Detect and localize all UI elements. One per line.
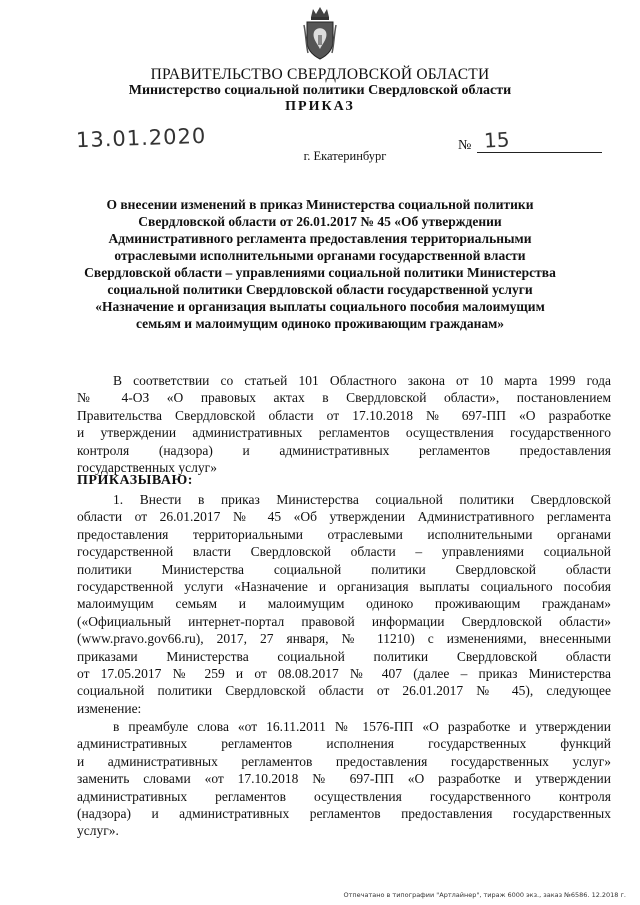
body-line: («Официальный интернет-портал правовой информации Свердловской области»	[77, 613, 611, 629]
title-line: отраслевыми исполнительными органами государственной власти	[114, 248, 526, 263]
body-line: 1. Внести в приказ Министерства социальной политики Свердловской	[113, 492, 611, 507]
title-line: Свердловской области – управлениями социальной политики Министерства	[84, 265, 556, 280]
title-line: О внесении изменений в приказ Министерства социальной политики	[106, 197, 534, 212]
body-line: (надзора) и административных регламентов предоставления государственных	[77, 805, 611, 821]
body-line: области от 26.01.2017 № 45 «Об утверждении Административного регламента	[77, 509, 611, 525]
item-1	[77, 491, 611, 717]
body-line: № 4-ОЗ «О правовых актах в Свердловской области», постановлением	[77, 390, 611, 406]
body-line: приказами Министерства социальной политики Свердловской области	[77, 648, 611, 664]
government-header: ПРАВИТЕЛЬСТВО СВЕРДЛОВСКОЙ ОБЛАСТИ	[150, 66, 490, 83]
title-line: Административного регламента предоставления территориальными	[108, 231, 532, 246]
body-line: государственной услуги «Назначение и организация выплаты социального пособия	[77, 578, 611, 594]
body-line: в преамбуле слова «от 16.11.2011 № 1576-ПП «О разработке и утверждении	[113, 719, 611, 734]
item-1-change	[77, 718, 611, 840]
body-line: контроля (надзора) и административных регламентов предоставления	[77, 442, 611, 458]
body-line: малоимущим семьям и малоимущим одиноко проживающим гражданам»	[77, 596, 611, 612]
ministry-header: Министерство социальной политики Свердловской области	[128, 83, 512, 98]
body-line: изменение:	[77, 700, 142, 716]
preamble	[77, 372, 611, 476]
print-footer: Отпечатано в типографии "Артлайнер", тираж 6000 экз., заказ №6586. 12.2018 г.	[343, 891, 626, 899]
body-line: от 17.05.2017 № 259 и от 08.08.2017 № 407 (далее – приказ Министерства	[77, 665, 611, 681]
body-line: услуг».	[77, 823, 119, 839]
order-word: ПРИКАЗЫВАЮ:	[77, 473, 193, 488]
body-line: предоставления территориальными отраслевыми исполнительными органами	[77, 526, 611, 542]
handwritten-date: 13.01.2020	[75, 123, 207, 153]
city: г. Екатеринбург	[303, 149, 387, 163]
body-line: (www.pravo.gov66.ru), 2017, 27 января, № 11210) с изменениями, внесенными	[77, 631, 611, 647]
body-line: государственных услуг»	[77, 459, 217, 475]
number-label: №	[458, 138, 472, 153]
handwritten-number: 15	[483, 127, 511, 153]
order-title	[70, 196, 570, 332]
body-line: административных регламентов осуществления государственного контроля	[77, 788, 611, 804]
coat-of-arms-icon	[303, 5, 337, 61]
body-line: социальной политики Свердловской области от 26.01.2017 № 45), следующее	[77, 683, 611, 699]
title-line: семьям и малоимущим одиноко проживающим гражданам»	[135, 316, 505, 331]
body-line: государственной власти Свердловской области – управлениями социальной	[77, 544, 611, 560]
body-line: административных регламентов исполнения государственных функций	[77, 736, 611, 752]
title-line: социальной политики Свердловской области государственной услуги	[107, 282, 533, 297]
body-line: В соответствии со статьей 101 Областного закона от 10 марта 1999 года	[113, 373, 611, 388]
number-underline	[477, 152, 602, 153]
title-line: «Назначение и организация выплаты социального пособия малоимущим	[95, 299, 545, 314]
body-line: и утверждении административных регламентов осуществления государственного	[77, 425, 611, 441]
title-line: Свердловской области от 26.01.2017 № 45 «Об утверждении	[138, 214, 502, 229]
body-line: заменить словами «от 17.10.2018 № 697-ПП «О разработке и утверждении	[77, 771, 611, 787]
document-type: ПРИКАЗ	[285, 99, 355, 114]
body-line: Правительства Свердловской области от 17.10.2018 № 697-ПП «О разработке	[77, 407, 611, 423]
body-line: политики Министерства социальной политики Свердловской области	[77, 561, 611, 577]
body-line: и административных регламентов предоставления государственных услуг»	[77, 753, 611, 769]
